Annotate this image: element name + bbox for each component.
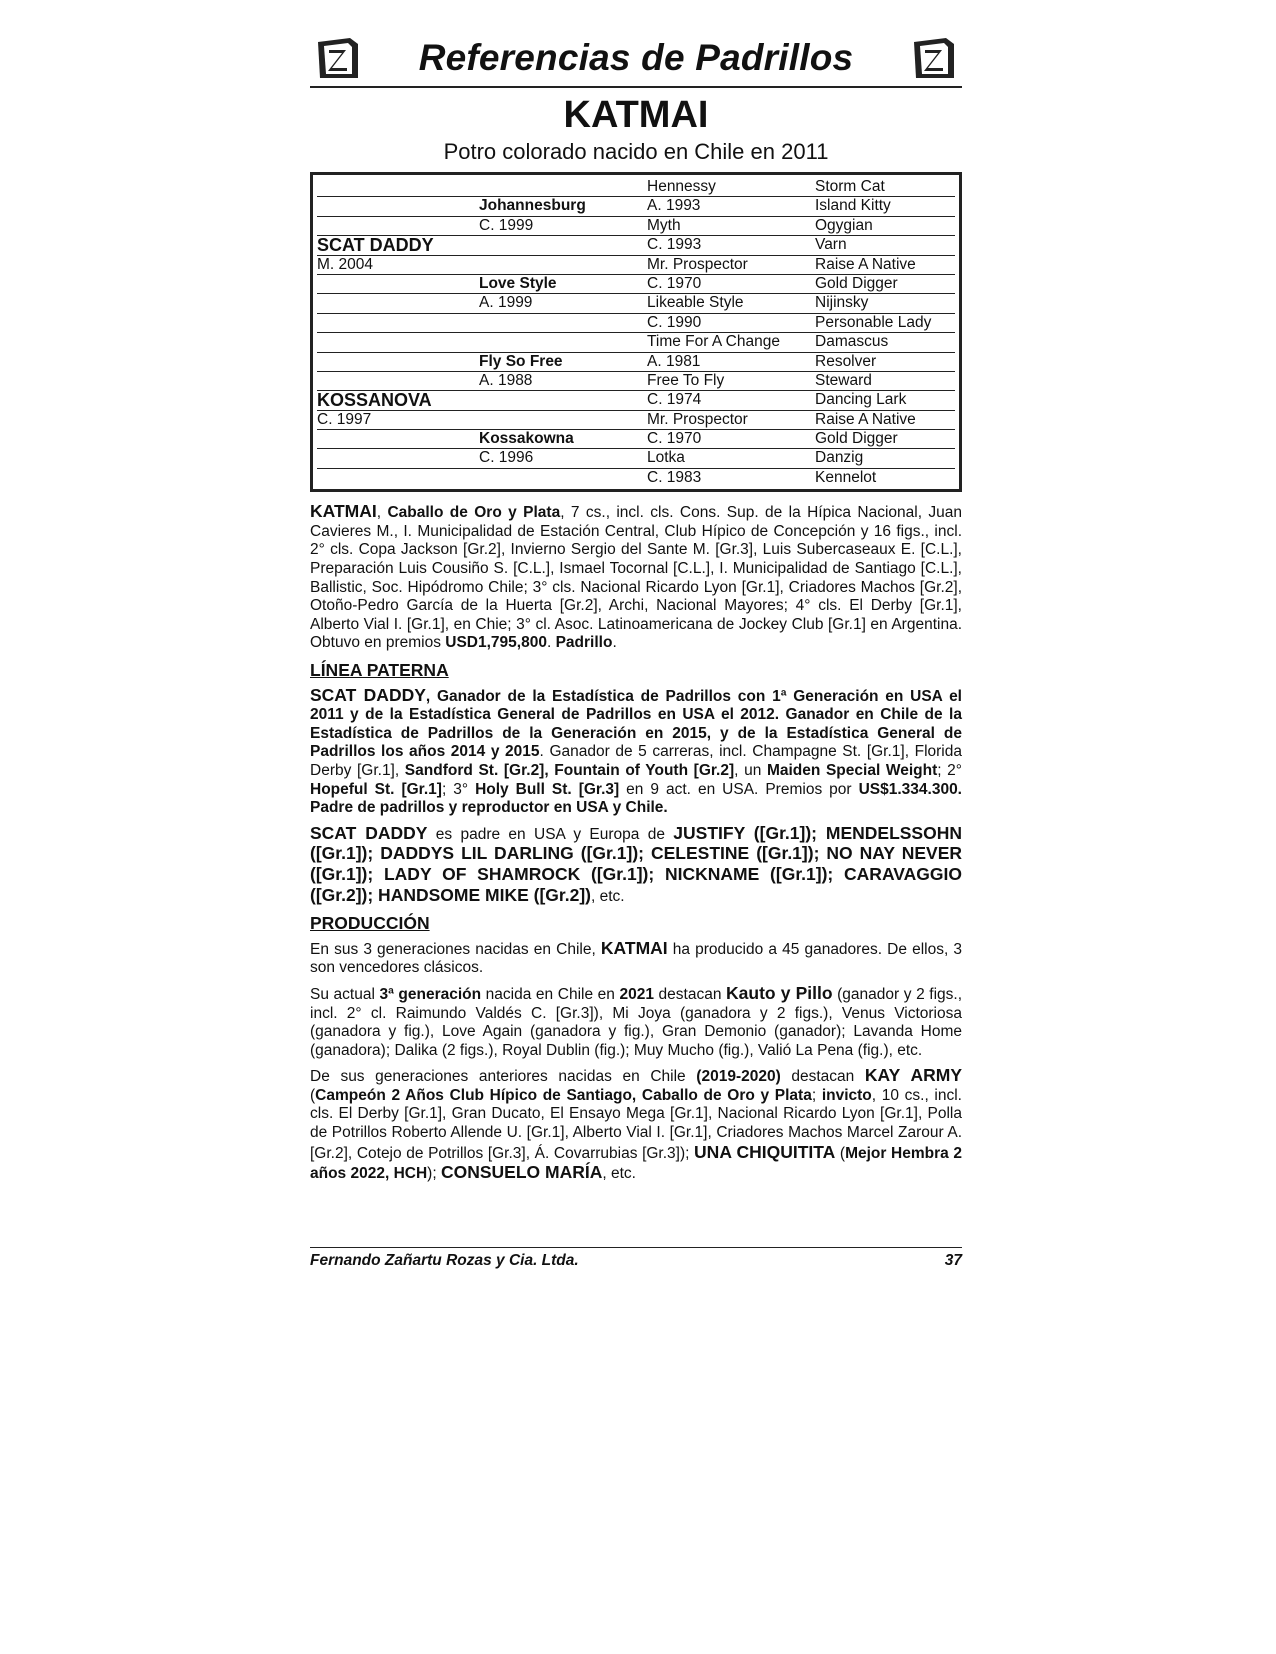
footer-company: Fernando Zañartu Rozas y Cia. Ltda. xyxy=(310,1252,579,1269)
text: , xyxy=(376,504,388,522)
page-footer xyxy=(310,1247,962,1270)
pedigree-cell: Gold Digger xyxy=(815,274,898,292)
pedigree-cell xyxy=(479,314,647,332)
pedigree-cell: M. 2004 xyxy=(317,255,374,273)
pedigree-cell xyxy=(317,294,479,312)
pedigree-cell: Personable Lady xyxy=(815,313,932,331)
text: ( xyxy=(835,1144,846,1162)
pedigree-cell: C. 1990 xyxy=(647,313,702,331)
horse-name-inline: KATMAI xyxy=(310,501,377,522)
pedigree-cell: A. 1999 xyxy=(479,294,533,312)
pedigree-cell: C. 1993 xyxy=(647,236,702,254)
text: , un xyxy=(734,761,767,779)
pedigree-cell: Island Kitty xyxy=(815,197,891,215)
pedigree-cell: Steward xyxy=(815,371,872,389)
pedigree-cell: Mr. Prospector xyxy=(647,255,748,273)
pedigree-cell xyxy=(479,469,647,487)
pedigree-cell: Ogygian xyxy=(815,216,873,234)
text: UNA CHIQUITITA xyxy=(694,1141,836,1162)
text: en 9 act. en USA. Premios por xyxy=(619,780,859,798)
pedigree-cell xyxy=(317,353,479,371)
section-heading-produccion: PRODUCCIÓN xyxy=(310,913,430,934)
pedigree-cell: Nijinsky xyxy=(815,294,869,312)
pedigree-row xyxy=(317,217,955,236)
horse-subtitle: Potro colorado nacido en Chile en 2011 xyxy=(443,139,829,164)
text: Kauto y Pillo xyxy=(726,982,833,1003)
pedigree-cell: Raise A Native xyxy=(815,255,916,273)
text: , etc. xyxy=(590,887,625,905)
text: (ganador y 2 figs., incl. 2° cl. Raimundo Valdés C. [Gr.3]), Mi Joya (ganadora y 2 figs.), Venus Victoriosa (ganadora y fig.), Love Again (ganadora y fig.), Gran Demonio (ganador); Lavanda Home (ganadora); Dalika (2 figs.), Royal Dublin (fig.); Muy Mucho (fig.), Valió La Pena (fig.), etc. xyxy=(310,985,962,1059)
pedigree-cell xyxy=(479,333,647,351)
pedigree-row xyxy=(317,391,955,410)
pedigree-cell: C. 1996 xyxy=(479,449,534,467)
pedigree-row xyxy=(317,430,955,449)
text: , 7 cs., incl. cls. Cons. Sup. de la Hípica Nacional, Juan Cavieres M., I. Municipalidad de Estación Central, Club Hípico de Concepción y 16 figs., incl. 2° cls. Copa Jackson [Gr.2], Invierno Sergio del Sante M. [Gr.3], Luis Subercaseaux E. [C.L.], Preparación Luis Cousiño S. [C.L.], Ismael Tocornal [C.L.], I. Municipalidad de Santiago [C.L.], Ballistic, Soc. Hipódromo Chile; 3° cls. Nacional Ricardo Lyon [Gr.1], Criadores Machos [Gr.2], Otoño-Pedro García de la Huerta [Gr.2], Archi, Nacional Mayores; 4° cls. El Derby [Gr.1], Alberto Vial I. [Gr.1], en Chie; 3° cl. Asoc. Latinoamericana de Jockey Club [Gr.1] en Argentina. Obtuvo en premios xyxy=(310,504,962,652)
pedigree-cell xyxy=(317,275,479,293)
pedigree-cell: Danzig xyxy=(815,449,864,467)
text: , Ganador de la Estadística de Padrillos con 1ª Generación en USA el 2011 y de la Estadística General de Padrillos en USA el 2012. Ganador en Chile de la Estadística de Padrillos de la Generación en 2015, y de la Estadística General de Padrillos los años 2014 y 2015 xyxy=(310,687,962,761)
pedigree-cell: C. 1970 xyxy=(647,430,702,448)
text: 2021 xyxy=(619,985,654,1003)
pedigree-cell: Resolver xyxy=(815,352,877,370)
section-heading-paterna: LÍNEA PATERNA xyxy=(310,660,449,680)
pedigree-row xyxy=(317,256,955,275)
pedigree-cell: Kennelot xyxy=(815,468,877,486)
text: ; xyxy=(811,1086,822,1104)
prize-amount: USD1,795,800 xyxy=(445,634,547,652)
horse-name: KATMAI xyxy=(563,94,709,136)
pedigree-row xyxy=(317,314,955,333)
pedigree-row xyxy=(317,236,955,255)
text: Maiden Special Weight xyxy=(766,761,938,779)
pedigree-cell xyxy=(317,178,479,196)
status: Padrillo xyxy=(555,634,613,652)
pedigree-cell: Likeable Style xyxy=(647,294,744,312)
horse-name-inline: KATMAI xyxy=(600,937,668,958)
text: US$1.334.300. Padre de padrillos y reproductor en USA y Chile. xyxy=(310,780,962,817)
text: Sandford St. [Gr.2], Fountain of Youth [Gr.2] xyxy=(404,761,735,779)
pedigree-cell: A. 1988 xyxy=(479,371,533,389)
award: Caballo de Oro y Plata xyxy=(387,504,561,522)
pedigree-row xyxy=(317,197,955,216)
text: . xyxy=(612,634,617,652)
text: CONSUELO MARÍA xyxy=(440,1162,603,1183)
text: Mejor Hembra 2 años 2022, HCH xyxy=(310,1144,962,1183)
body-text xyxy=(310,502,962,1184)
pedigree-row xyxy=(317,411,955,430)
text: (2019-2020) xyxy=(696,1068,781,1086)
sire-offspring-paragraph xyxy=(310,824,962,906)
pedigree-row xyxy=(317,469,955,487)
pedigree-cell: SCAT DADDY xyxy=(317,236,434,255)
text: , 10 cs., incl. cls. El Derby [Gr.1], Gran Ducato, El Ensayo Mega [Gr.1], Nacional Ricardo Lyon [Gr.1], Polla de Potrillos Roberto Allende U. [Gr.1], Alberto Vial I. [Gr.1], Criadores Machos Marcel Zarour A. [Gr.2], Cotejo de Potrillos [Gr.3], Á. Covarrubias [Gr.3]); xyxy=(310,1086,962,1162)
pedigree-cell xyxy=(479,391,647,409)
pedigree-cell: C. 1997 xyxy=(317,410,372,428)
pedigree-row xyxy=(317,333,955,352)
page-number: 37 xyxy=(944,1252,962,1269)
pedigree-cell: C. 1983 xyxy=(647,468,702,486)
pedigree-row xyxy=(317,294,955,313)
sire-name: SCAT DADDY xyxy=(310,822,428,843)
sire-paragraph xyxy=(310,686,962,818)
previous-generations-paragraph xyxy=(310,1066,962,1184)
production-paragraph xyxy=(310,939,962,978)
text: es padre en USA y Europa de xyxy=(427,825,674,843)
text: nacida en Chile en xyxy=(481,985,620,1003)
offspring-list: JUSTIFY ([Gr.1]); MENDELSSOHN ([Gr.1]); DADDYS LIL DARLING ([Gr.1]); CELESTINE ([Gr.1]); NO NAY NEVER ([Gr.1]); LADY OF SHAMROCK ([Gr.1]); NICKNAME ([Gr.1]); CARAVAGGIO ([Gr.2]); HANDSOME MIKE ([Gr.2]) xyxy=(310,822,962,905)
pedigree-cell xyxy=(317,217,479,235)
pedigree-cell xyxy=(317,333,479,351)
text: ( xyxy=(310,1086,316,1104)
pedigree-cell xyxy=(317,372,479,390)
sire-name: SCAT DADDY xyxy=(310,684,426,705)
text: Hopeful St. [Gr.1] xyxy=(310,780,442,798)
pedigree-cell xyxy=(317,449,479,467)
text: Holy Bull St. [Gr.3] xyxy=(475,780,620,798)
pedigree-cell xyxy=(479,178,647,196)
third-generation-paragraph xyxy=(310,984,962,1060)
pedigree-cell: Free To Fly xyxy=(647,371,725,389)
pedigree-cell: Hennessy xyxy=(647,178,716,195)
pedigree-cell xyxy=(479,236,647,254)
text: KAY ARMY xyxy=(864,1065,963,1086)
text: ha producido a 45 ganadores. De ellos, 3 son vencedores clásicos. xyxy=(310,940,962,977)
pedigree-cell: Raise A Native xyxy=(815,410,916,428)
text: . Ganador de 5 carreras, incl. Champagne St. [Gr.1], Florida Derby [Gr.1], xyxy=(310,743,962,779)
race-record-paragraph xyxy=(310,502,962,653)
text: ; 2° xyxy=(937,761,962,779)
pedigree-row xyxy=(317,275,955,294)
pedigree-cell: Johannesburg xyxy=(479,197,586,215)
text: ); xyxy=(427,1165,441,1183)
pedigree-cell: Kossakowna xyxy=(479,430,574,448)
pedigree-row xyxy=(317,178,955,197)
text: En sus 3 generaciones nacidas en Chile, xyxy=(310,940,601,958)
text: 3ª generación xyxy=(379,985,482,1003)
page-title: Referencias de Padrillos xyxy=(418,37,854,78)
text: invicto xyxy=(821,1086,872,1104)
pedigree-cell: A. 1993 xyxy=(647,197,701,215)
pedigree-cell: C. 1974 xyxy=(647,391,702,409)
text: De sus generaciones anteriores nacidas en Chile xyxy=(310,1068,697,1086)
pedigree-cell xyxy=(317,430,479,448)
page-header xyxy=(310,30,962,88)
pedigree-cell xyxy=(317,469,479,487)
pedigree-cell: A. 1981 xyxy=(647,352,701,370)
pedigree-cell: Damascus xyxy=(815,333,889,351)
pedigree-row xyxy=(317,372,955,391)
text: , etc. xyxy=(602,1165,636,1183)
pedigree-cell xyxy=(317,197,479,215)
text: destacan xyxy=(780,1068,865,1086)
pedigree-cell: Time For A Change xyxy=(647,333,780,351)
pedigree-cell: Myth xyxy=(647,216,681,234)
pedigree-cell: Love Style xyxy=(479,274,557,292)
pedigree-table xyxy=(310,172,962,492)
zanartu-logo-icon xyxy=(910,34,958,82)
text: . xyxy=(546,634,556,652)
pedigree-cell: C. 1970 xyxy=(647,274,702,292)
text: Su actual xyxy=(310,985,380,1003)
pedigree-row xyxy=(317,449,955,468)
text: ; 3° xyxy=(441,780,476,798)
pedigree-cell xyxy=(479,256,647,274)
pedigree-cell: Gold Digger xyxy=(815,430,898,448)
pedigree-cell: Varn xyxy=(815,236,847,254)
text: destacan xyxy=(653,985,727,1003)
pedigree-cell: Lotka xyxy=(647,449,685,467)
pedigree-cell xyxy=(479,411,647,429)
pedigree-cell: C. 1999 xyxy=(479,216,534,234)
pedigree-cell: Storm Cat xyxy=(815,178,885,195)
pedigree-cell: Dancing Lark xyxy=(815,391,907,409)
pedigree-cell: Fly So Free xyxy=(479,352,563,370)
pedigree-cell xyxy=(317,314,479,332)
pedigree-row xyxy=(317,353,955,372)
text: Campeón 2 Años Club Hípico de Santiago, Caballo de Oro y Plata xyxy=(315,1086,812,1104)
pedigree-cell: Mr. Prospector xyxy=(647,410,748,428)
zanartu-logo-icon xyxy=(314,34,362,82)
pedigree-cell: KOSSANOVA xyxy=(317,391,432,410)
